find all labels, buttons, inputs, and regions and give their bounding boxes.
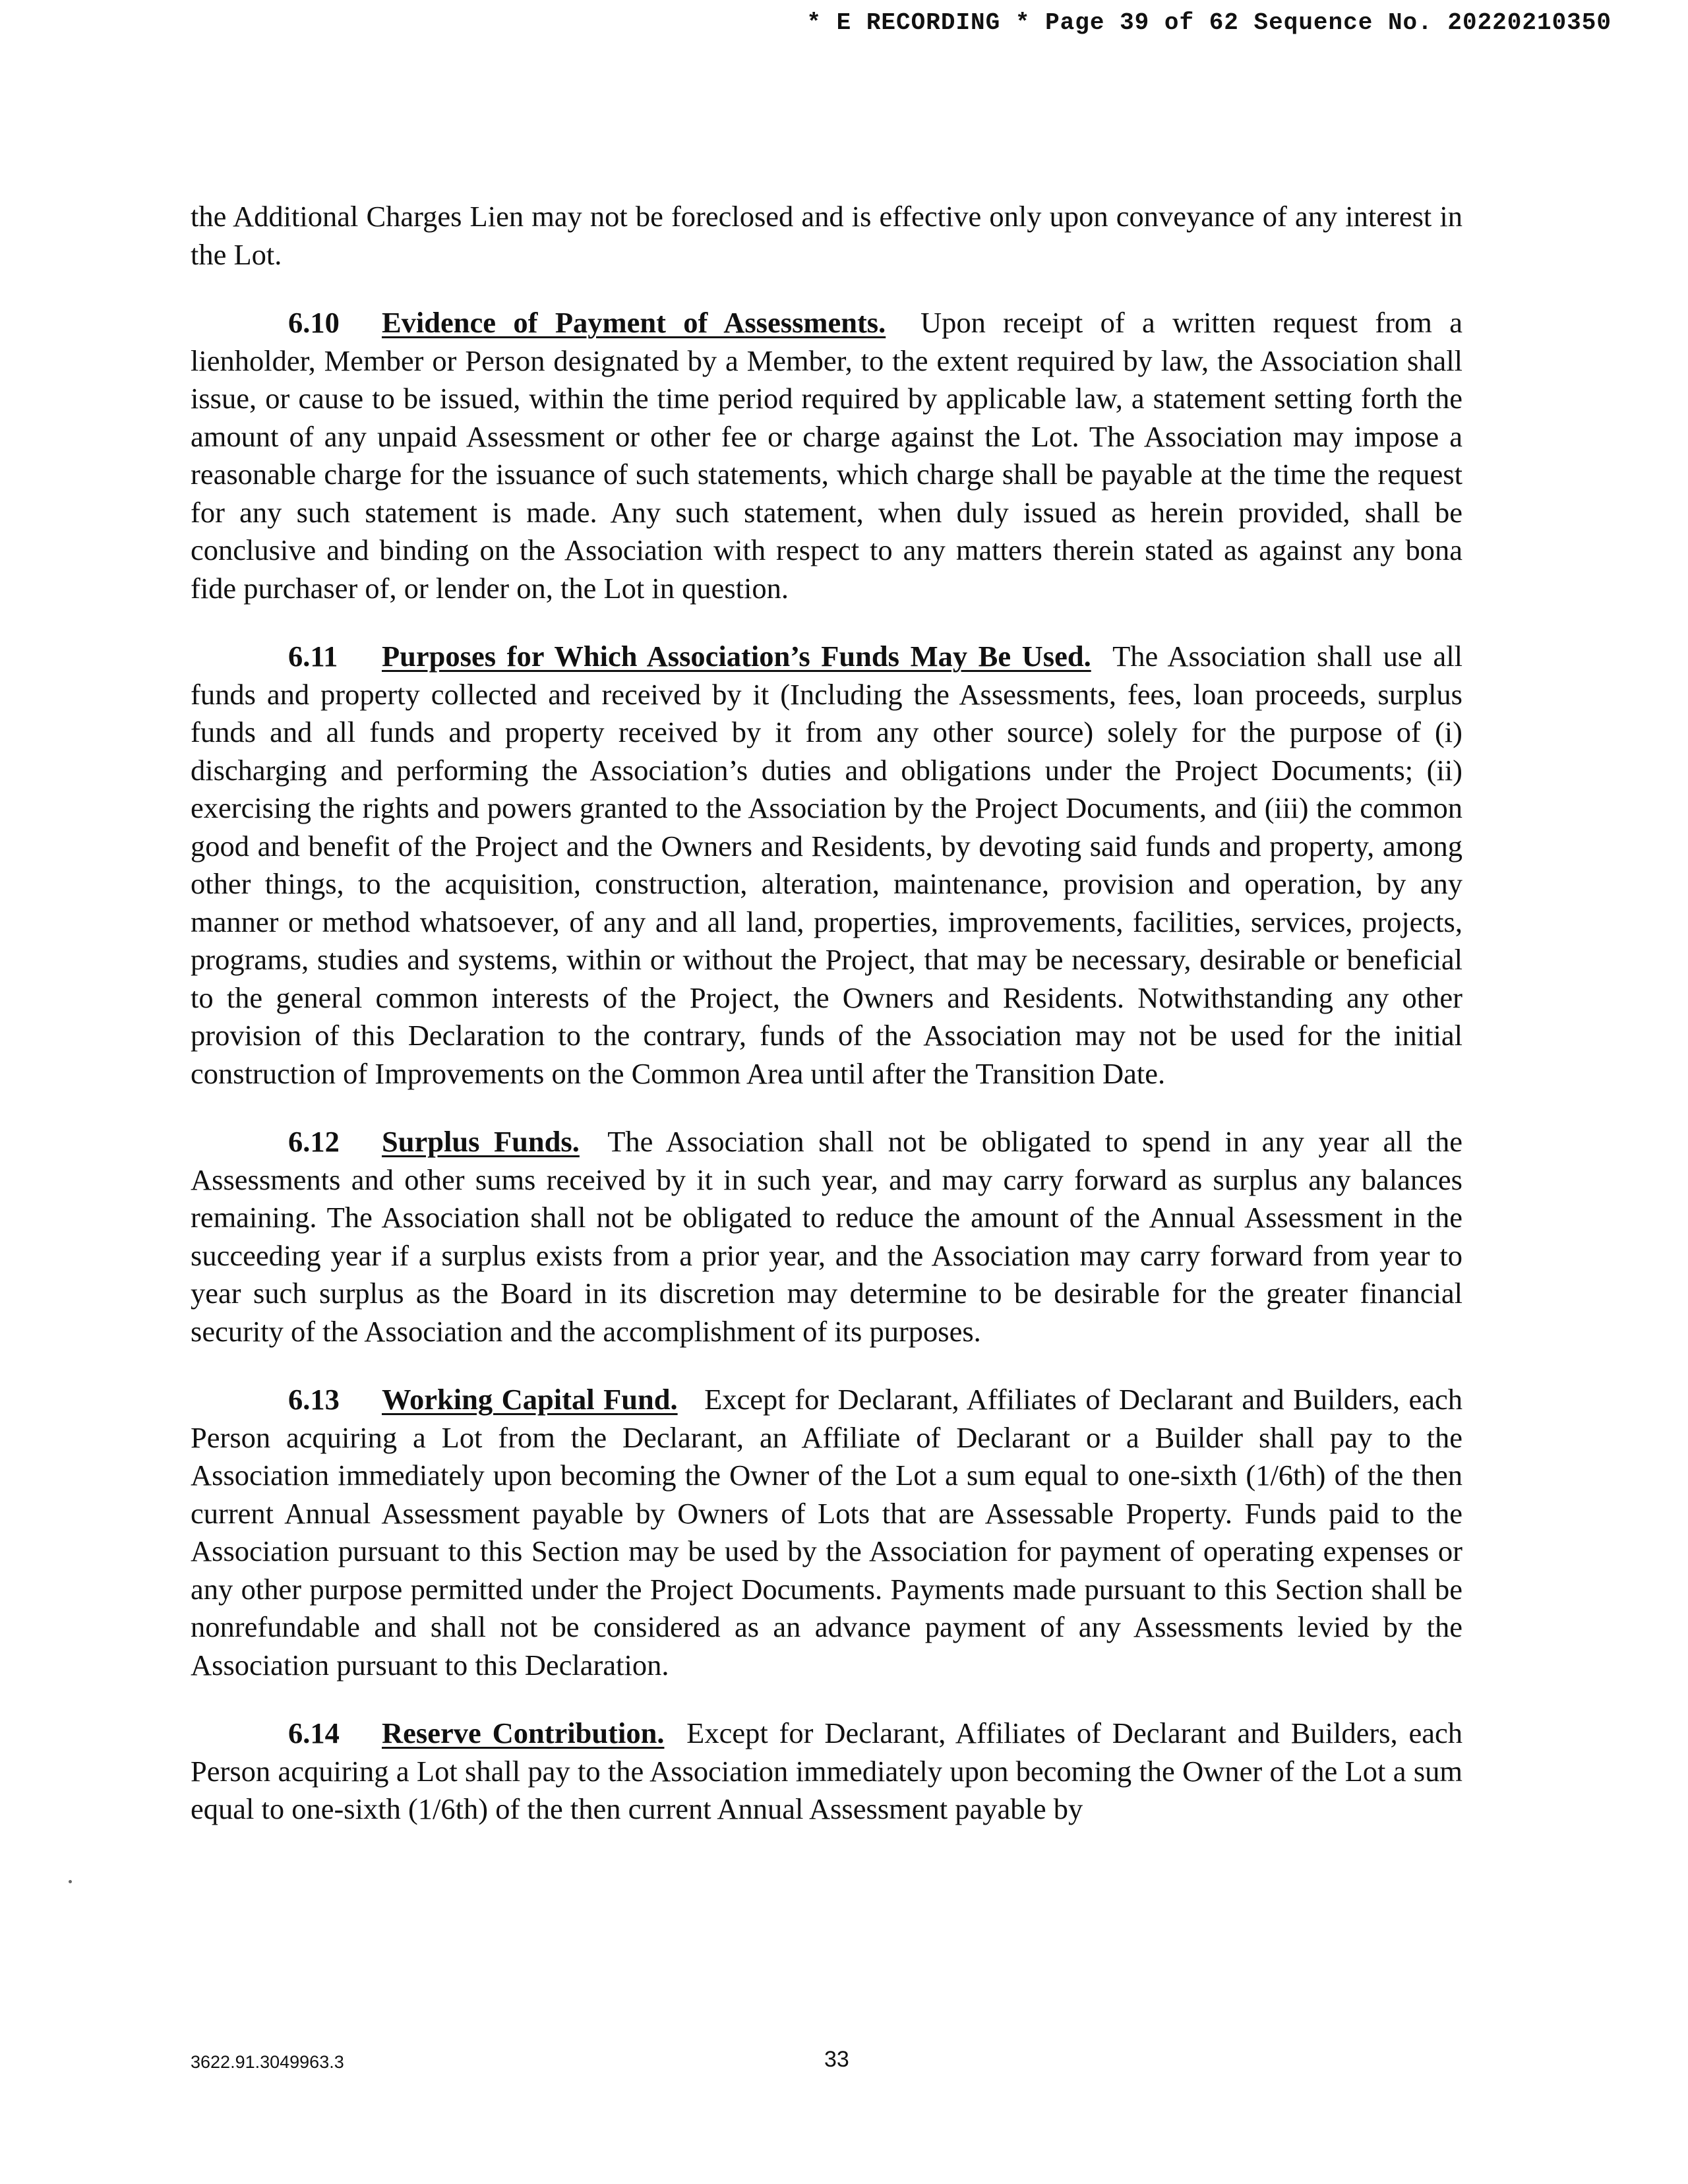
section-6-12 [191, 1123, 1462, 1350]
footer-page-number: 33 [824, 2047, 849, 2072]
section-number: 6.14 [288, 1716, 340, 1749]
section-number: 6.13 [288, 1383, 340, 1416]
section-6-11 [191, 638, 1462, 1093]
document-body [191, 198, 1462, 1859]
section-title: Purposes for Which Association’s Funds May Be Used. [382, 640, 1091, 673]
section-title: Evidence of Payment of Assessments. [382, 306, 886, 339]
section-text: The Association shall use all funds and property collected and received by it (Including the Assessments, fees, loan proceeds, surplus funds and all funds and property received by it from any other source) solely for the purpose of (i) discharging and performing the Association’s duties and obligations under the Project Documents; (ii) exercising the rights and powers granted to the Association by the Project Documents, and (iii) the common good and benefit of the Project and the Owners and Residents, by devoting said funds and property, among other things, to the acquisition, construction, alteration, maintenance, provision and operation, by any manner or method whatsoever, of any and all land, properties, improvements, facilities, services, projects, programs, studies and systems, within or without the Project, that may be necessary, desirable or beneficial to the general common interests of the Project, the Owners and Residents. Notwithstanding any other provision of this Declaration to the contrary, funds of the Association may not be used for the initial construction of Improvements on the Common Area until after the Transition Date. [191, 640, 1463, 1090]
section-text: Upon receipt of a written request from a lienholder, Member or Person designated by a Member, to the extent required by law, the Association shall issue, or cause to be issued, within the time period required by applicable law, a statement setting forth the amount of any unpaid Assessment or other fee or charge against the Lot. The Association may impose a reasonable charge for the issuance of such statements, which charge shall be payable at the time the request for any such statement is made. Any such statement, when duly issued as herein provided, shall be conclusive and binding on the Association with respect to any matters therein stated as against any bona fide purchaser of, or lender on, the Lot in question. [191, 306, 1462, 605]
section-number: 6.10 [288, 306, 340, 339]
recording-stamp-header: * E RECORDING * Page 39 of 62 Sequence No. 20220210350 [806, 9, 1612, 36]
footer-document-id: 3622.91.3049963.3 [191, 2052, 344, 2072]
section-6-10 [191, 304, 1462, 607]
section-number: 6.11 [288, 640, 338, 673]
continuation-paragraph: the Additional Charges Lien may not be foreclosed and is effective only upon conveyance of any interest in the Lot. [191, 200, 1462, 271]
section-text: Except for Declarant, Affiliates of Declarant and Builders, each Person acquiring a Lot shall pay to the Association immediately upon becoming the Owner of the Lot a sum equal to one-sixth (1/6th) of the then current Annual Assessment payable by [191, 1716, 1462, 1825]
section-6-13 [191, 1381, 1462, 1684]
scan-speck-mark [69, 1880, 72, 1883]
section-text: Except for Declarant, Affiliates of Declarant and Builders, each Person acquiring a Lot from the Declarant, an Affiliate of Declarant or a Builder shall pay to the Association immediately upon becoming the Owner of the Lot a sum equal to one-sixth (1/6th) of the then current Annual Assessment payable by Owners of Lots that are Assessable Property. Funds paid to the Association pursuant to this Section may be used by the Association for payment of operating expenses or any other purpose permitted under the Project Documents. Payments made pursuant to this Section shall be nonrefundable and shall not be considered as an advance payment of any Assessments levied by the Association pursuant to this Declaration. [191, 1383, 1462, 1682]
section-6-14 [191, 1714, 1462, 1829]
section-number: 6.12 [288, 1125, 340, 1158]
section-title: Reserve Contribution. [382, 1716, 665, 1749]
section-title: Surplus Funds. [382, 1125, 580, 1158]
section-title: Working Capital Fund. [382, 1383, 678, 1416]
section-text: The Association shall not be obligated to spend in any year all the Assessments and other sums received by it in such year, and may carry forward as surplus any balances remaining. The Association shall not be obligated to reduce the amount of the Annual Assessment in the succeeding year if a surplus exists from a prior year, and the Association may carry forward from year to year such surplus as the Board in its discretion may determine to be desirable for the greater financial security of the Association and the accomplishment of its purposes. [191, 1125, 1462, 1348]
